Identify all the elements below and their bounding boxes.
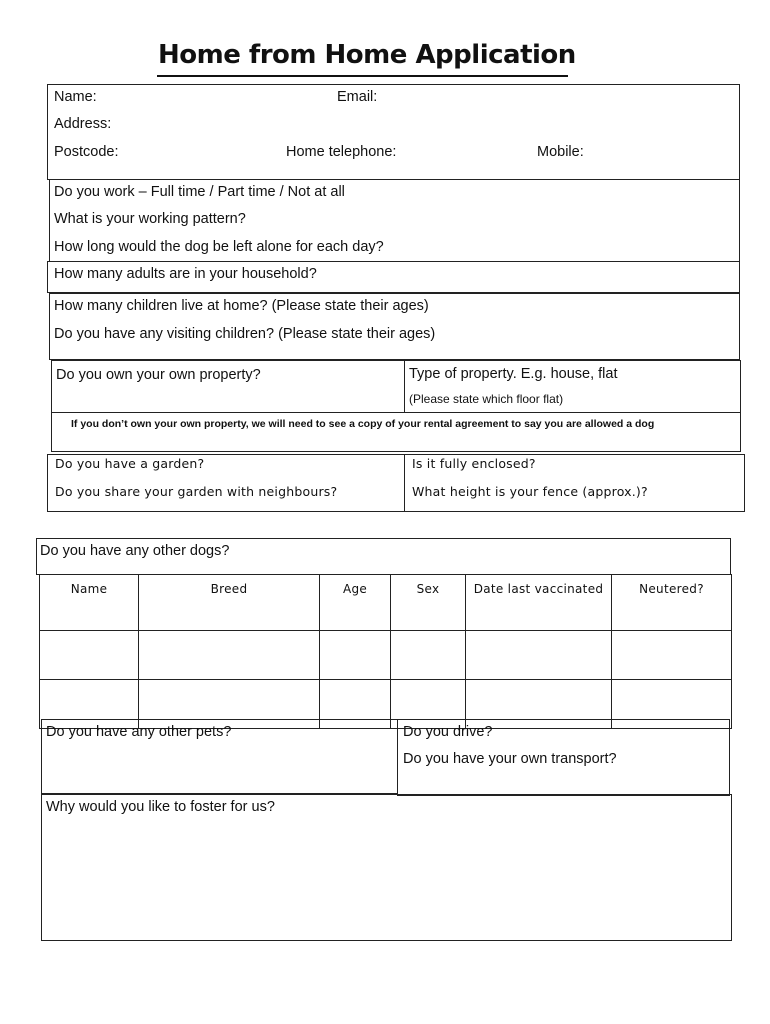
column-header: Neutered? xyxy=(612,575,732,631)
enclosed-question[interactable]: Is it fully enclosed? xyxy=(412,456,536,471)
rental-agreement-note: If you don’t own your own property, we will need to see a copy of your rental agreement to say you are allowed a dog xyxy=(71,418,655,430)
other-pets-question[interactable]: Do you have any other pets? xyxy=(46,724,232,740)
table-row xyxy=(40,631,732,680)
column-header: Sex xyxy=(391,575,466,631)
table-cell[interactable] xyxy=(320,631,391,680)
dogs-table xyxy=(39,574,732,729)
property-type-question[interactable]: Type of property. E.g. house, flat xyxy=(409,366,618,382)
postcode-field-label[interactable]: Postcode: xyxy=(54,144,119,160)
time-alone-question[interactable]: How long would the dog be left alone for each day? xyxy=(54,239,384,255)
column-header: Age xyxy=(320,575,391,631)
column-header: Name xyxy=(40,575,139,631)
foster-reason-question[interactable]: Why would you like to foster for us? xyxy=(46,799,275,815)
adults-question[interactable]: How many adults are in your household? xyxy=(54,266,317,282)
transport-question[interactable]: Do you have your own transport? xyxy=(403,751,617,767)
fence-height-question[interactable]: What height is your fence (approx.)? xyxy=(412,484,648,499)
foster-reason-box xyxy=(41,794,732,941)
title-underline xyxy=(157,75,568,77)
column-header: Breed xyxy=(139,575,320,631)
table-cell[interactable] xyxy=(40,631,139,680)
email-field-label[interactable]: Email: xyxy=(337,89,378,105)
own-property-question[interactable]: Do you own your own property? xyxy=(56,367,261,383)
visiting-children-question[interactable]: Do you have any visiting children? (Please state their ages) xyxy=(54,326,436,342)
home-telephone-field-label[interactable]: Home telephone: xyxy=(286,144,397,160)
table-cell[interactable] xyxy=(139,631,320,680)
table-cell[interactable] xyxy=(612,631,732,680)
table-cell[interactable] xyxy=(466,631,612,680)
drive-question[interactable]: Do you drive? xyxy=(403,724,493,740)
working-pattern-question[interactable]: What is your working pattern? xyxy=(54,211,246,227)
share-garden-question[interactable]: Do you share your garden with neighbours? xyxy=(55,484,338,499)
contact-section xyxy=(47,84,740,180)
work-status-question[interactable]: Do you work – Full time / Part time / Not at all xyxy=(54,184,345,200)
address-field-label[interactable]: Address: xyxy=(54,116,112,132)
mobile-field-label[interactable]: Mobile: xyxy=(537,144,584,160)
page-title: Home from Home Application xyxy=(158,40,576,70)
name-field-label[interactable]: Name: xyxy=(54,89,97,105)
garden-question[interactable]: Do you have a garden? xyxy=(55,456,205,471)
column-header: Date last vaccinated xyxy=(466,575,612,631)
table-cell[interactable] xyxy=(391,631,466,680)
other-dogs-question[interactable]: Do you have any other dogs? xyxy=(40,543,230,559)
table-header-row xyxy=(40,575,732,631)
children-question[interactable]: How many children live at home? (Please state their ages) xyxy=(54,298,429,314)
floor-note: (Please state which floor flat) xyxy=(409,392,564,406)
